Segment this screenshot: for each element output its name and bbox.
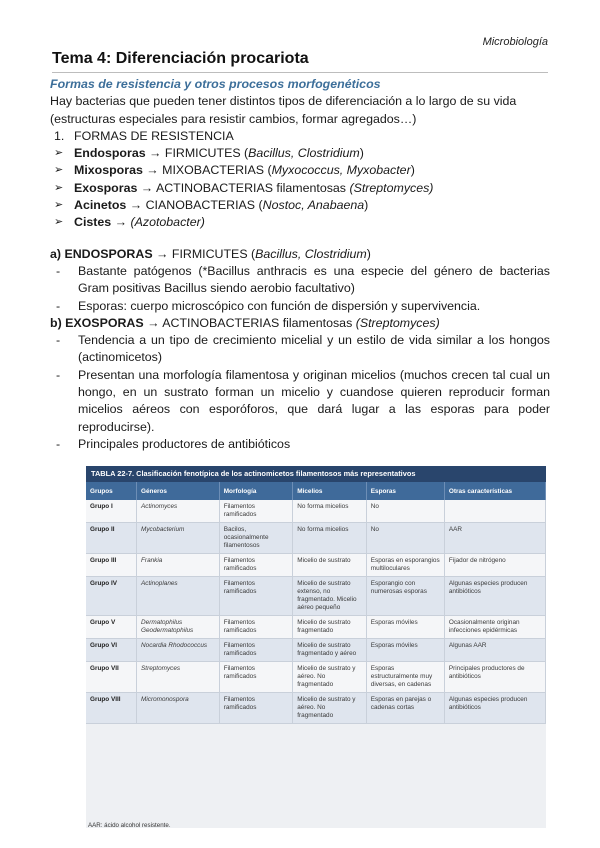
section-subtitle: Formas de resistencia y otros procesos morfogenéticos (50, 77, 381, 91)
table-cell: Micelio de sustrato fragmentado y aéreo (293, 639, 367, 662)
list-item: - Principales productores de antibióticos (50, 436, 550, 453)
form-examples: Nostoc, Anabaena (262, 198, 365, 213)
form-item (50, 197, 550, 214)
heading-number: 1. (54, 128, 65, 143)
table-cell: Algunas especies producen antibióticos (444, 577, 545, 616)
form-group: → MIXOBACTERIAS ( (142, 163, 272, 178)
column-header: Grupos (86, 482, 137, 500)
exo-item-text: Tendencia a un tipo de crecimiento micelial y un estilo de vida similar a los hongos (actinomicetos) (78, 333, 550, 365)
table-cell (444, 500, 545, 523)
table-cell: Esporas en parejas o cadenas cortas (366, 693, 444, 724)
table-cell: Micelio de sustrato y aéreo. No fragmentado (293, 662, 367, 693)
table-cell: Grupo III (86, 554, 137, 577)
table-cell: Algunas AAR (444, 639, 545, 662)
heading-label: FORMAS DE RESISTENCIA (74, 128, 234, 143)
table-cell: Esporas en esporangios multiloculares (366, 554, 444, 577)
form-name: Endosporas (74, 146, 146, 161)
form-group: → CIANOBACTERIAS ( (126, 198, 263, 213)
form-close: ) (364, 198, 369, 213)
table-cell: Filamentos ramificados (219, 693, 293, 724)
classification-table (86, 482, 546, 724)
table-row (86, 639, 546, 662)
table-caption: TABLA 22-7. Clasificación fenotípica de los actinomicetos filamentosos más representativos (86, 466, 546, 482)
table-cell: Grupo VII (86, 662, 137, 693)
table-cell: No forma micelios (293, 523, 367, 554)
table-row (86, 693, 546, 724)
endosporas-heading (50, 246, 550, 263)
form-group: → (111, 215, 131, 230)
form-examples: Myxococcus, Myxobacter (271, 163, 411, 178)
table-cell: Filamentos ramificados (219, 639, 293, 662)
table-cell: Esporas móviles (366, 616, 444, 639)
form-examples: Bacillus, Clostridium (248, 146, 360, 161)
page-title: Tema 4: Diferenciación procariota (52, 50, 309, 67)
endosporas-examples: Bacillus, Clostridium (255, 246, 367, 261)
table-cell: Algunas especies producen antibióticos (444, 693, 545, 724)
arrow-bullet-icon: ➢ (54, 181, 64, 194)
course-label: Microbiología (482, 36, 548, 48)
list-item: - Tendencia a un tipo de crecimiento micelial y un estilo de vida similar a los hongos (actinomicetos) (50, 332, 550, 367)
form-group: → ACTINOBACTERIAS filamentosas (137, 180, 350, 195)
form-item (50, 214, 550, 231)
table-cell: Grupo II (86, 523, 137, 554)
table-cell: Nocardia Rhodococcus (137, 639, 220, 662)
table-cell: Grupo IV (86, 577, 137, 616)
table-row (86, 577, 546, 616)
form-item (50, 180, 550, 197)
form-examples: (Azotobacter) (130, 215, 205, 230)
exo-item-text: Presentan una morfología filamentosa y originan micelios (muchos crecen tal cual un hongo, en un sustrato forman un micelio y cuandose quieren reproducir forman micelios aéreos con esporóforos, que dará lugar a las esporas para poder reproducirse). (78, 367, 550, 434)
form-group: → FIRMICUTES ( (145, 146, 249, 161)
column-header: Esporas (366, 482, 444, 500)
exosporas-title: b) EXOSPORAS (50, 315, 144, 330)
form-name: Acinetos (74, 198, 127, 213)
form-item (50, 145, 550, 162)
endo-item-text: Esporas: cuerpo microscópico con función de dispersión y supervivencia. (78, 298, 481, 313)
arrow-bullet-icon: ➢ (54, 216, 64, 229)
table-cell: Grupo VIII (86, 693, 137, 724)
form-close: ) (410, 163, 415, 178)
table-cell: AAR (444, 523, 545, 554)
exo-item-text: Principales productores de antibióticos (78, 436, 291, 451)
table-cell: No forma micelios (293, 500, 367, 523)
table-row (86, 616, 546, 639)
table-cell: Filamentos ramificados (219, 662, 293, 693)
exosporas-heading (50, 315, 550, 332)
column-header: Géneros (137, 482, 220, 500)
table-row (86, 554, 546, 577)
arrow-bullet-icon: ➢ (54, 199, 64, 212)
table-cell: Micelio de sustrato extenso, no fragmentado. Micelio aéreo pequeño (293, 577, 367, 616)
arrow-bullet-icon: ➢ (54, 147, 64, 160)
table-cell: Micelio de sustrato (293, 554, 367, 577)
table-header-row (86, 482, 546, 500)
form-examples: (Streptomyces) (349, 180, 434, 195)
endosporas-close: ) (366, 246, 371, 261)
table-footnote: AAR: ácido alcohol resistente. (88, 822, 171, 829)
table-cell: Ocasionalmente originan infecciones epidérmicas (444, 616, 545, 639)
arrow-bullet-icon: ➢ (54, 164, 64, 177)
table-cell: Grupo V (86, 616, 137, 639)
form-close: ) (359, 146, 364, 161)
table-cell: Filamentos ramificados (219, 577, 293, 616)
table-cell: Filamentos ramificados (219, 500, 293, 523)
table-cell: Grupo VI (86, 639, 137, 662)
table-cell: Bacilos, ocasionalmente filamentosos (219, 523, 293, 554)
table-cell: Esporangio con numerosas esporas (366, 577, 444, 616)
table-cell: Filamentos ramificados (219, 554, 293, 577)
title-divider (52, 72, 548, 73)
document-body (50, 76, 550, 453)
table-cell: No (366, 523, 444, 554)
numbered-heading (50, 128, 550, 145)
list-item: - Presentan una morfología filamentosa y originan micelios (muchos crecen tal cual un hongo, en un sustrato forman un micelio y cuandose quieren reproducir forman micelios aéreos con esporóforos, que dará lugar a las esporas para poder reproducirse). (50, 367, 550, 436)
table-cell: Actinomyces (137, 500, 220, 523)
endo-item-text: Bastante patógenos (*Bacillus anthracis es una especie del género de bacterias Gram positivas Bacillus siendo aerobio facultativo) (78, 263, 550, 296)
table-cell: Principales productores de antibióticos (444, 662, 545, 693)
column-header: Otras características (444, 482, 545, 500)
exosporas-examples: (Streptomyces) (355, 315, 440, 330)
table-cell: Esporas estructuralmente muy diversas, en cadenas (366, 662, 444, 693)
column-header: Micelios (293, 482, 367, 500)
column-header: Morfología (219, 482, 293, 500)
form-name: Exosporas (74, 180, 138, 195)
intro-paragraph: Hay bacterias que pueden tener distintos tipos de diferenciación a lo largo de su vida (estructuras especiales para resistir cambios, formar agregados…) (50, 94, 517, 126)
exosporas-group: → ACTINOBACTERIAS filamentosas (143, 315, 356, 330)
table-cell: Micromonospora (137, 693, 220, 724)
table-cell: Micelio de sustrato fragmentado (293, 616, 367, 639)
table-cell: Filamentos ramificados (219, 616, 293, 639)
table-row (86, 662, 546, 693)
table-cell: Frankia (137, 554, 220, 577)
table-cell: Micelio de sustrato y aéreo. No fragmentado (293, 693, 367, 724)
table-row (86, 500, 546, 523)
table-cell: Dermatophilus Geodermatophilus (137, 616, 220, 639)
form-item (50, 162, 550, 179)
list-item: - Esporas: cuerpo microscópico con función de dispersión y supervivencia. (50, 298, 550, 315)
form-name: Cistes (74, 215, 112, 230)
form-name: Mixosporas (74, 163, 143, 178)
table-cell: No (366, 500, 444, 523)
forms-list (50, 145, 550, 231)
table-cell: Fijador de nitrógeno (444, 554, 545, 577)
table-cell: Grupo I (86, 500, 137, 523)
table-cell: Mycobacterium (137, 523, 220, 554)
endosporas-title: a) ENDOSPORAS (50, 246, 153, 261)
table-cell: Esporas móviles (366, 639, 444, 662)
list-item: - Bastante patógenos (*Bacillus anthracis es una especie del género de bacterias Gram positivas Bacillus siendo aerobio facultativo) (50, 263, 550, 298)
actinomycetes-table (86, 466, 546, 828)
table-row (86, 523, 546, 554)
endosporas-group: → FIRMICUTES ( (152, 246, 256, 261)
table-cell: Actinoplanes (137, 577, 220, 616)
table-cell: Streptomyces (137, 662, 220, 693)
